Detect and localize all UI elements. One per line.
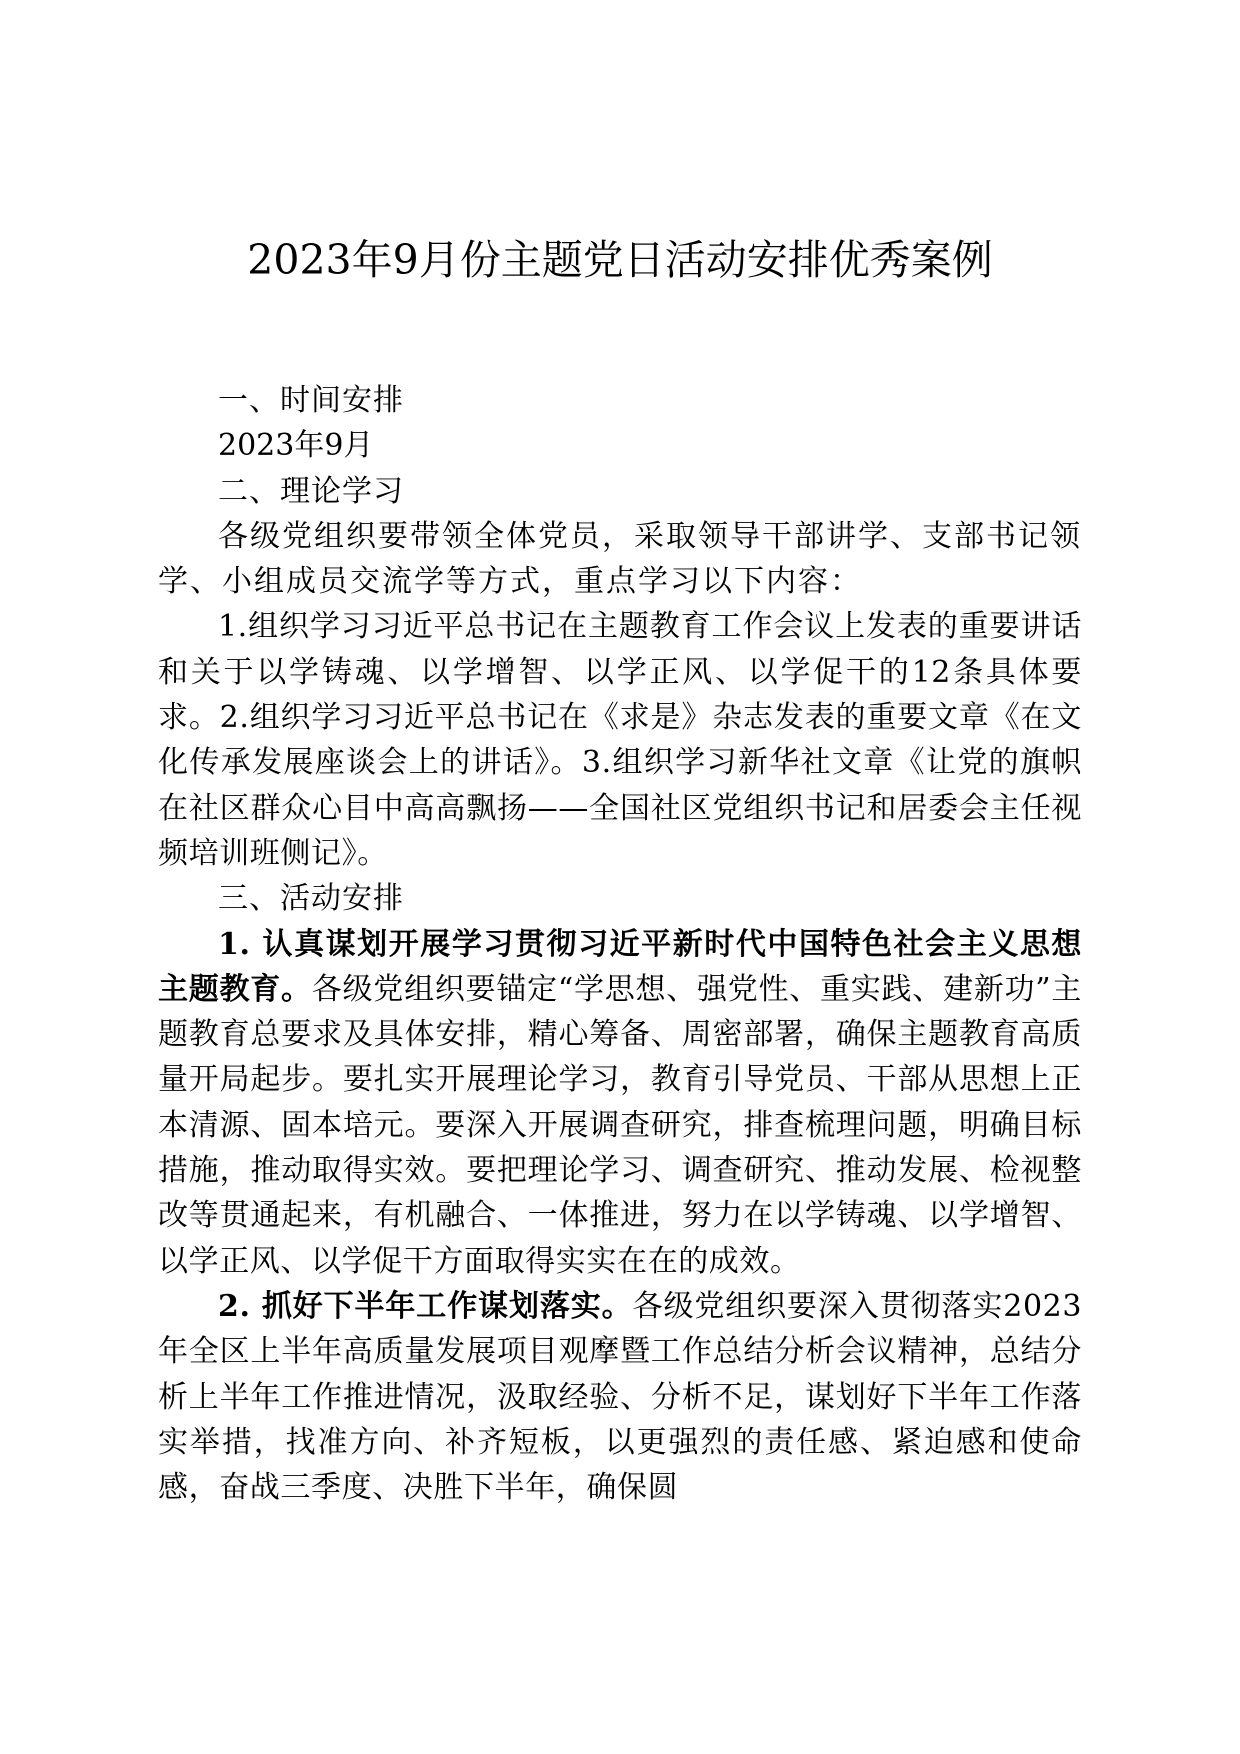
time-date: 2023年9月 [218, 428, 374, 464]
activity-item-2 [158, 1284, 1082, 1510]
activity-item-1 [158, 922, 1082, 1284]
document-body [158, 378, 1082, 1510]
activity-item-2-title: 2. 抓好下半年工作谋划落实。 [218, 1288, 633, 1324]
section-heading-theory: 二、理论学习 [218, 473, 404, 509]
section-heading-time: 一、时间安排 [218, 383, 404, 418]
activity-item-2-text: 各级党组织要深入贯彻落实2023年全区上半年高质量发展项目观摩暨工作总结分析会议精神，总结分析上半年工作推进情况，汲取经验、分析不足，谋划好下半年工作落实举措，找准方向、补齐短板，以更强烈的责任感、紧迫感和使命感，奋战三季度、决胜下半年，确保圆 [158, 1288, 1083, 1506]
activity-item-1-text: 各级党组织要锚定“学思想、强党性、重实践、建新功”主题教育总要求及具体安排，精心筹备、周密部署，确保主题教育高质量开局起步。要扎实开展理论学习，教育引导党员、干部从思想上正本清源、固本培元。要深入开展调查研究，排查梳理问题，明确目标措施，推动取得实效。要把理论学习、调查研究、推动发展、检视整改等贯通起来，有机融合、一体推进，努力在以学铸魂、以学增智、以学正风、以学促干方面取得实实在在的成效。 [158, 971, 1083, 1279]
activity-item-1-title: 1. 认真谋划开展学习贯彻习近平新时代中国特色社会主义思想主题教育。 [158, 926, 1082, 1007]
section-heading-activities: 三、活动安排 [218, 881, 404, 917]
theory-content-paragraph: 1.组织学习习近平总书记在主题教育工作会议上发表的重要讲话和关于以学铸魂、以学增智、以学正风、以学促干的12条具体要求。2.组织学习习近平总书记在《求是》杂志发表的重要文章《在文化传承发展座谈会上的讲话》。3.组织学习新华社文章《让党的旗帜在社区群众心目中高高飘扬——全国社区党组织书记和居委会主任视频培训班侧记》。 [158, 609, 1082, 871]
document-title: 2023年9月份主题党日活动安排优秀案例 [247, 236, 993, 284]
theory-intro-paragraph: 各级党组织要带领全体党员，采取领导干部讲学、支部书记领学、小组成员交流学等方式，重点学习以下内容： [158, 518, 1082, 600]
